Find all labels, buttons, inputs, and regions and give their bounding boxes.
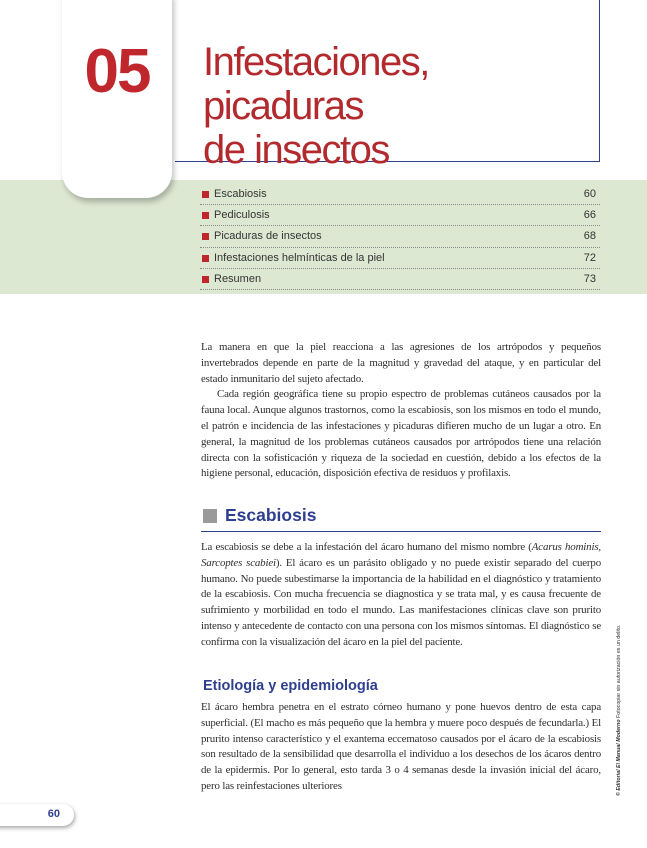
toc-item-page: 72: [583, 251, 596, 264]
toc-item-page: 66: [583, 209, 596, 222]
copyright-note: [616, 586, 626, 796]
toc-item[interactable]: [200, 269, 600, 290]
chapter-title-line-2: de insectos: [203, 128, 389, 172]
intro-paragraph-1: La manera en que la piel reacciona a las agresiones de los artrópodos y pequeños invertebrados depende en parte de la magnitud y gravedad del ataque, y en particular del estado inmunitario del sujeto afectado.: [201, 341, 601, 385]
species-names: Acarus hominis, Sarcoptes scabiei: [201, 541, 601, 569]
copyright-note-text: [616, 625, 622, 796]
square-bullet-icon: [202, 212, 209, 219]
table-of-contents: [200, 184, 600, 290]
square-bullet-icon: [202, 233, 209, 240]
toc-item[interactable]: [200, 248, 600, 269]
square-bullet-icon: [202, 276, 209, 283]
page-number: 60: [47, 808, 60, 820]
square-marker-icon: [203, 509, 217, 523]
chapter-title-line-1: Infestaciones, picaduras: [203, 40, 429, 128]
toc-item-page: 73: [583, 272, 596, 285]
toc-item-page: 60: [583, 188, 596, 200]
section-heading: [201, 505, 601, 532]
subsection-paragraph-1: El ácaro hembra penetra en el estrato córneo humano y pone huevos dentro de esta capa superficial. (El macho es más pequeño que la hembra y muere poco después de fecundarla.) El prurito intenso característico y el exantema eccematoso causados por el ácaro de la escabiosis son resultado de la sensibilidad que desarrolla el individuo a los desechos de los ácaros dentro de la epidermis. Por lo general, esto tarda 3 o 4 semanas desde la invasión inicial del ácaro, pero las reinfestaciones ulteriores: [201, 701, 601, 792]
toc-item-label: Pediculosis: [214, 209, 270, 222]
intro-text: [201, 340, 601, 482]
square-bullet-icon: [202, 191, 209, 198]
toc-item[interactable]: [200, 184, 600, 205]
section-paragraph-1-start: La escabiosis se debe a la infestación del ácaro humano del mismo nombre (: [201, 541, 532, 553]
toc-item-label: Picaduras de insectos: [214, 230, 322, 243]
subsection-heading: Etiología y epidemiología: [203, 678, 378, 694]
subsection-text: [201, 700, 601, 795]
toc-item-label: Infestaciones helmínticas de la piel: [214, 251, 385, 264]
section-paragraph-1-end: ). El ácaro es un parásito obligado y no puede existir separado del cuerpo humano. No puede subestimarse la importancia de la habilidad en el diagnóstico y tratamiento de la escabiosis. Con mucha frecuencia se diagnostica y se trata mal, y es causa frecuente de sufrimiento y morbilidad en todo el mundo. Las manifestaciones clínicas clave son prurito intenso y antecedente de contacto con una persona con los mismos síntomas. El diagnóstico se confirma con la visualización del ácaro en la piel del paciente.: [201, 556, 601, 648]
toc-item[interactable]: [200, 205, 600, 226]
toc-item-label: Escabiosis: [214, 188, 267, 200]
intro-paragraph-2: Cada región geográfica tiene su propio espectro de problemas cutáneos causados por la fauna local. Aunque algunos trastornos, como la escabiosis, son los mismos en todo el mundo, el patrón e incidencia de las infestaciones y picaduras difieren mucho de un lugar a otro. En general, la magnitud de los problemas cutáneos causados por artrópodos tiene una relación directa con la sofisticación y riqueza de la sociedad en cuestión, debido a los efectos de la higiene personal, educación, disposición efectiva de residuos y profilaxis.: [201, 388, 601, 480]
copyright-warning: Fotocopiar sin autorización es un delito.: [616, 624, 622, 720]
section-heading-label: Escabiosis: [225, 505, 317, 525]
toc-item[interactable]: [200, 226, 600, 247]
chapter-number: 05: [84, 37, 150, 106]
toc-item-page: 68: [583, 230, 596, 243]
toc-item-label: Resumen: [214, 272, 262, 285]
chapter-tab: [62, 0, 172, 198]
square-bullet-icon: [202, 255, 209, 262]
chapter-title: [203, 40, 593, 172]
section-paragraph-1: [201, 540, 601, 651]
page-number-tab: [0, 804, 74, 826]
copyright-brand: © Editorial El Manual Moderno: [616, 719, 622, 796]
section-text: [201, 540, 601, 651]
